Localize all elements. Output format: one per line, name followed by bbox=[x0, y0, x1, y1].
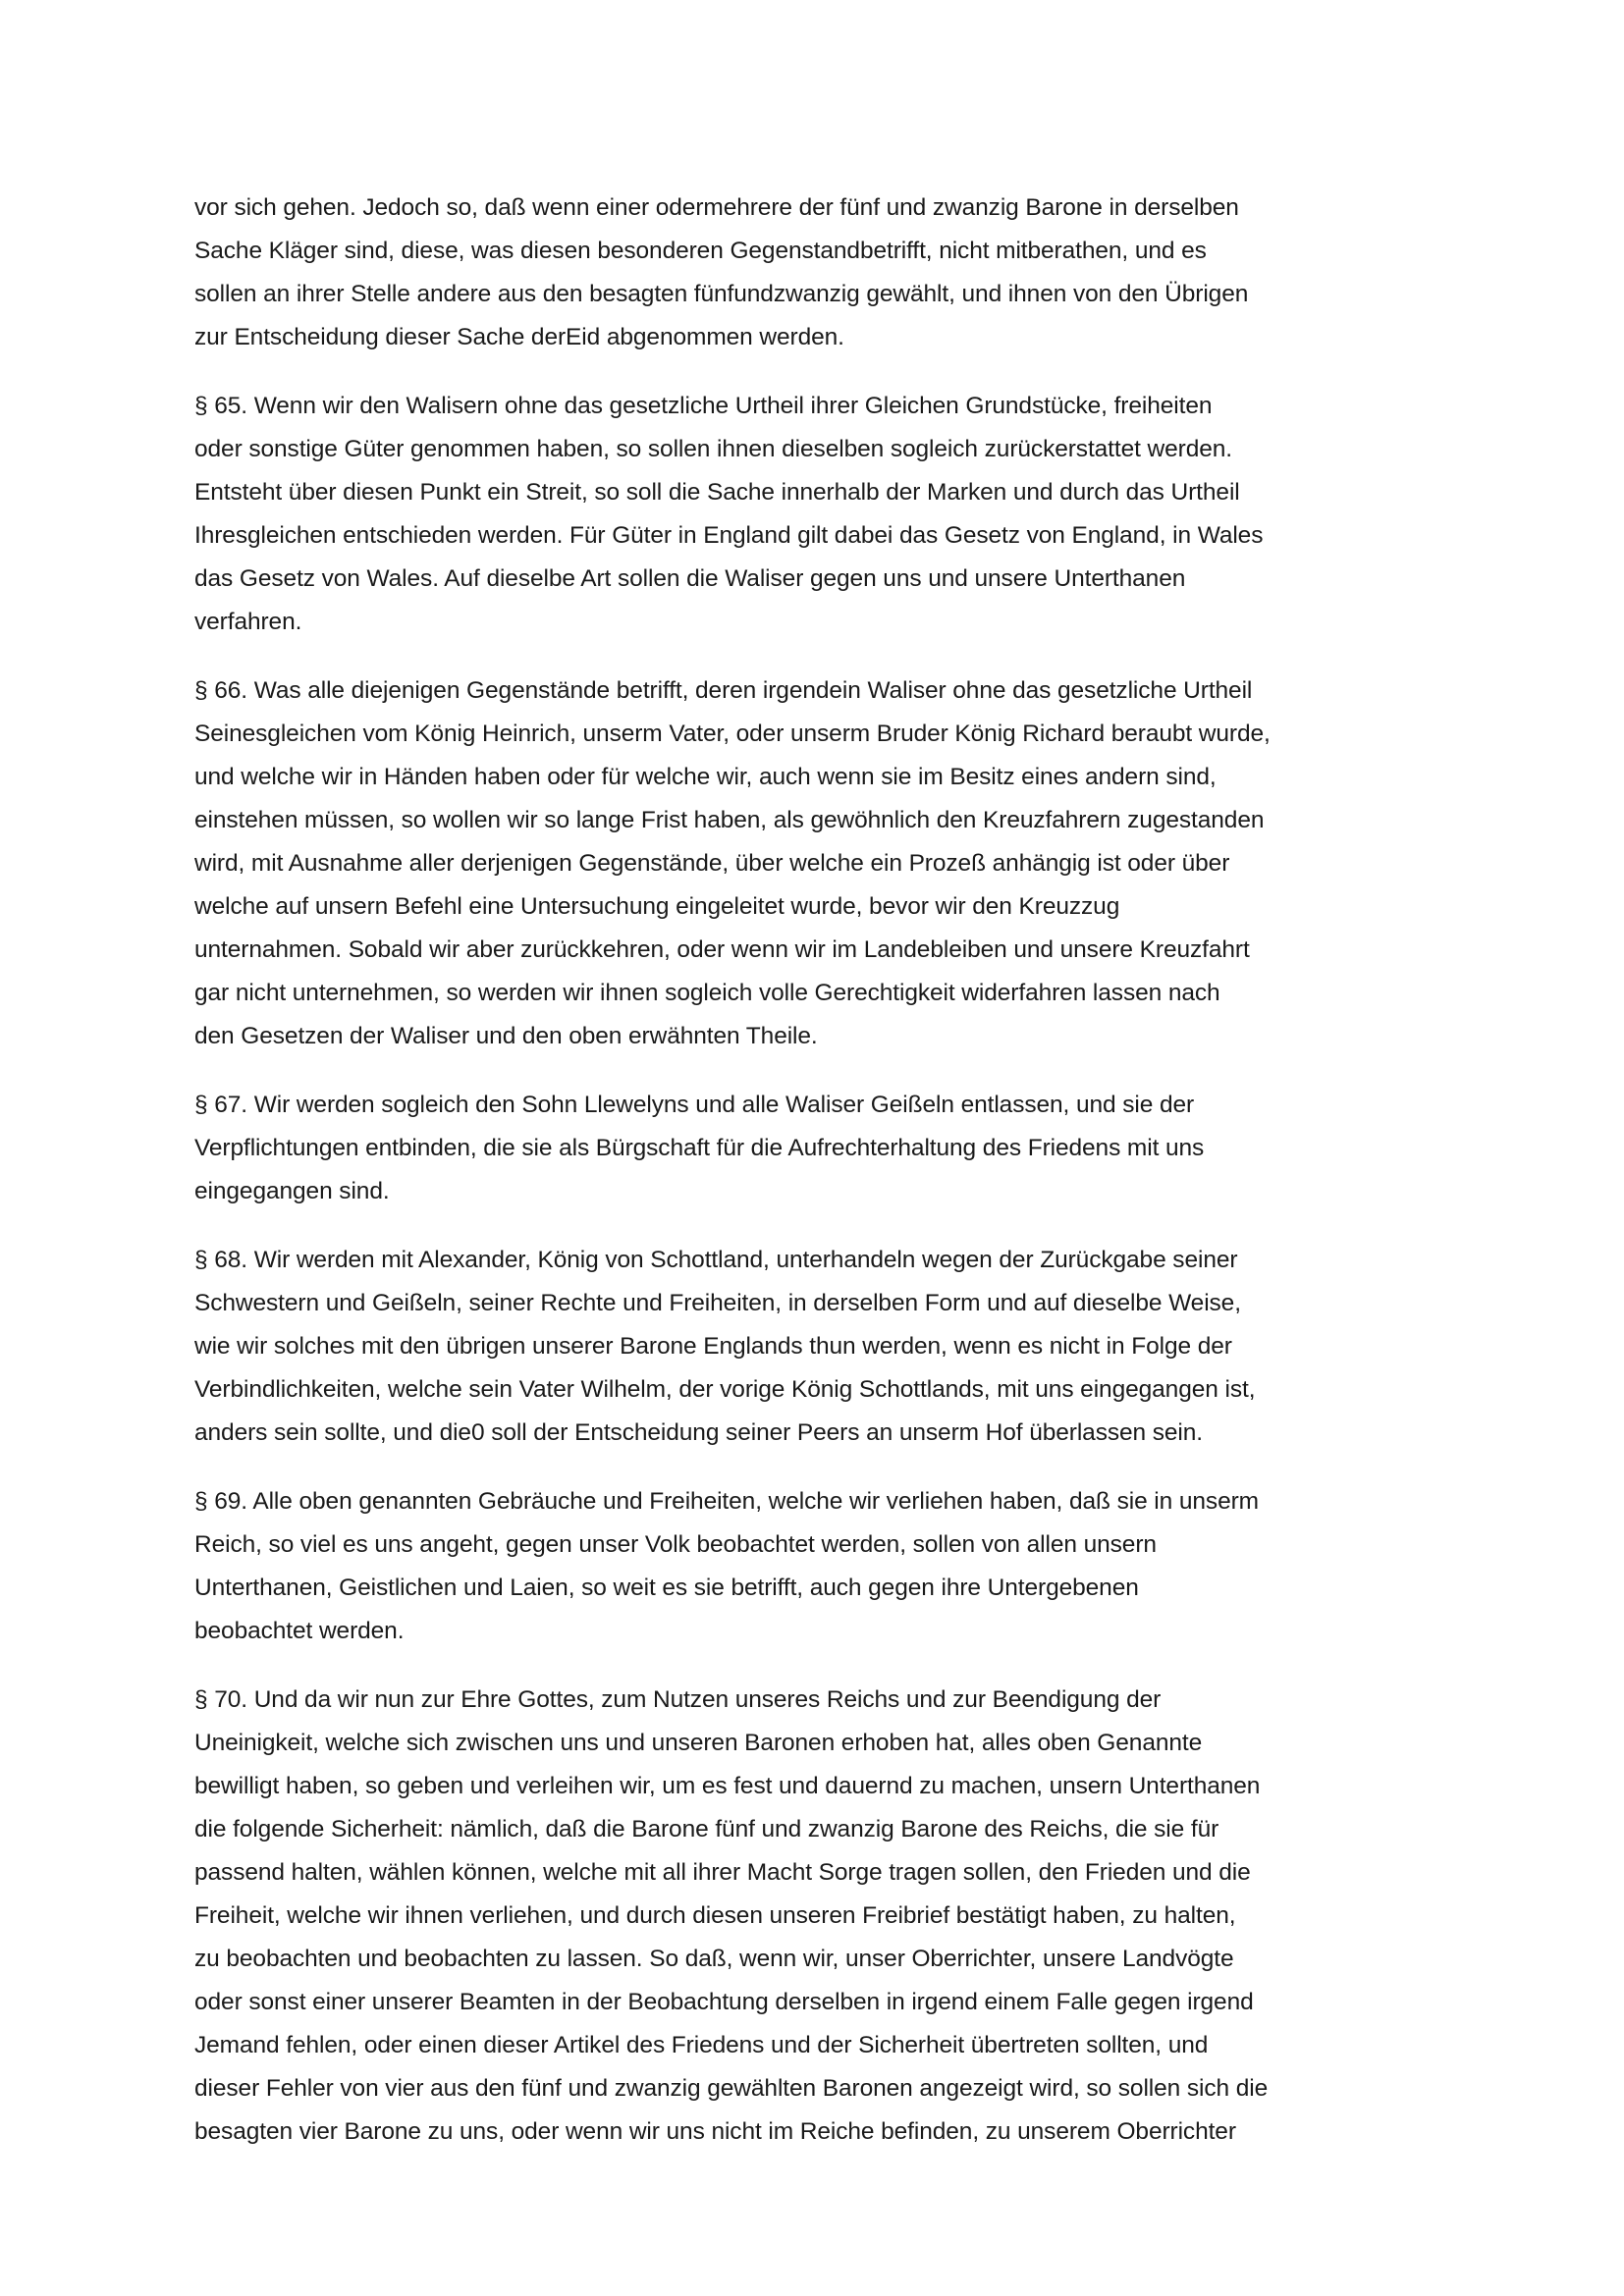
text-line: dieser Fehler von vier aus den fünf und zwanzig gewählten Baronen angezeigt wird, so sollen sich die bbox=[194, 2075, 1269, 2102]
text-line: Seinesgleichen vom König Heinrich, unserm Vater, oder unserm Bruder König Richard beraubt wurde, bbox=[194, 721, 1271, 747]
text-line: § 70. Und da wir nun zur Ehre Gottes, zum Nutzen unseres Reichs und zur Beendigung der bbox=[194, 1686, 1162, 1713]
text-line: Verpflichtungen entbinden, die sie als Bürgschaft für die Aufrechterhaltung des Friedens mit uns bbox=[194, 1135, 1205, 1161]
paragraph-section-68 bbox=[194, 1239, 1461, 1455]
paragraph-section-70 bbox=[194, 1679, 1461, 2154]
text-line: wird, mit Ausnahme aller derjenigen Gegenstände, über welche ein Prozeß anhängig ist oder über bbox=[194, 850, 1230, 877]
text-line: zur Entscheidung dieser Sache derEid abgenommen werden. bbox=[194, 324, 844, 350]
text-line: § 66. Was alle diejenigen Gegenstände betrifft, deren irgendein Waliser ohne das gesetzliche Urtheil bbox=[194, 677, 1253, 704]
text-line: die folgende Sicherheit: nämlich, daß die Barone fünf und zwanzig Barone des Reichs, die sie für bbox=[194, 1816, 1219, 1842]
text-line: Jemand fehlen, oder einen dieser Artikel des Friedens und der Sicherheit übertreten sollten, und bbox=[194, 2032, 1209, 2058]
text-line: Entsteht über diesen Punkt ein Streit, so soll die Sache innerhalb der Marken und durch das Urtheil bbox=[194, 479, 1240, 506]
text-line: Verbindlichkeiten, welche sein Vater Wilhelm, der vorige König Schottlands, mit uns eingegangen ist, bbox=[194, 1376, 1256, 1403]
text-line: Sache Kläger sind, diese, was diesen besonderen Gegenstandbetrifft, nicht mitberathen, und es bbox=[194, 238, 1207, 264]
text-line: § 69. Alle oben genannten Gebräuche und Freiheiten, welche wir verliehen haben, daß sie in unserm bbox=[194, 1488, 1259, 1515]
document-page bbox=[194, 187, 1461, 2179]
text-line: Ihresgleichen entschieden werden. Für Güter in England gilt dabei das Gesetz von England, in Wales bbox=[194, 522, 1264, 549]
text-line: § 68. Wir werden mit Alexander, König von Schottland, unterhandeln wegen der Zurückgabe seiner bbox=[194, 1247, 1238, 1273]
text-line: passend halten, wählen können, welche mit all ihrer Macht Sorge tragen sollen, den Frieden und die bbox=[194, 1859, 1251, 1886]
text-line: § 67. Wir werden sogleich den Sohn Llewelyns und alle Waliser Geißeln entlassen, und sie der bbox=[194, 1092, 1195, 1118]
text-line: sollen an ihrer Stelle andere aus den besagten fünfundzwanzig gewählt, und ihnen von den Übrigen bbox=[194, 281, 1249, 307]
text-line: Unterthanen, Geistlichen und Laien, so weit es sie betrifft, auch gegen ihre Untergebenen bbox=[194, 1575, 1139, 1601]
text-line: Schwestern und Geißeln, seiner Rechte und Freiheiten, in derselben Form und auf dieselbe Weise, bbox=[194, 1290, 1241, 1316]
paragraph-section-69 bbox=[194, 1480, 1461, 1653]
text-line: bewilligt haben, so geben und verleihen wir, um es fest und dauernd zu machen, unsern Unterthanen bbox=[194, 1773, 1261, 1799]
text-line: verfahren. bbox=[194, 609, 302, 635]
text-line: einstehen müssen, so wollen wir so lange Frist haben, als gewöhnlich den Kreuzfahrern zugestanden bbox=[194, 807, 1265, 833]
text-line: eingegangen sind. bbox=[194, 1178, 390, 1204]
text-line: Uneinigkeit, welche sich zwischen uns und unseren Baronen erhoben hat, alles oben Genannte bbox=[194, 1730, 1203, 1756]
text-line: wie wir solches mit den übrigen unserer Barone Englands thun werden, wenn es nicht in Folge der bbox=[194, 1333, 1232, 1360]
text-line: gar nicht unternehmen, so werden wir ihnen sogleich volle Gerechtigkeit widerfahren lassen nach bbox=[194, 980, 1220, 1006]
text-line: § 65. Wenn wir den Walisern ohne das gesetzliche Urtheil ihrer Gleichen Grundstücke, freiheiten bbox=[194, 393, 1213, 419]
text-line: beobachtet werden. bbox=[194, 1618, 405, 1644]
text-line: das Gesetz von Wales. Auf dieselbe Art sollen die Waliser gegen uns und unsere Unterthanen bbox=[194, 565, 1186, 592]
paragraph-section-67 bbox=[194, 1084, 1461, 1213]
paragraph-section-66 bbox=[194, 669, 1461, 1058]
text-line: vor sich gehen. Jedoch so, daß wenn einer odermehrere der fünf und zwanzig Barone in derselben bbox=[194, 194, 1239, 221]
paragraph-section-65 bbox=[194, 385, 1461, 644]
text-line: unternahmen. Sobald wir aber zurückkehren, oder wenn wir im Landebleiben und unsere Kreuzfahrt bbox=[194, 936, 1250, 963]
text-line: zu beobachten und beobachten zu lassen. So daß, wenn wir, unser Oberrichter, unsere Landvögte bbox=[194, 1946, 1234, 1972]
text-line: Reich, so viel es uns angeht, gegen unser Volk beobachtet werden, sollen von allen unsern bbox=[194, 1531, 1157, 1558]
text-line: oder sonst einer unserer Beamten in der Beobachtung derselben in irgend einem Falle gegen irgend bbox=[194, 1989, 1254, 2015]
text-line: oder sonstige Güter genommen haben, so sollen ihnen dieselben sogleich zurückerstattet werden. bbox=[194, 436, 1232, 462]
text-line: welche auf unsern Befehl eine Untersuchung eingeleitet wurde, bevor wir den Kreuzzug bbox=[194, 893, 1120, 920]
text-line: Freiheit, welche wir ihnen verliehen, und durch diesen unseren Freibrief bestätigt haben, zu halten, bbox=[194, 1902, 1236, 1929]
text-line: und welche wir in Händen haben oder für welche wir, auch wenn sie im Besitz eines andern sind, bbox=[194, 764, 1217, 790]
text-line: den Gesetzen der Waliser und den oben erwähnten Theile. bbox=[194, 1023, 818, 1049]
paragraph-continuation bbox=[194, 187, 1461, 359]
text-line: besagten vier Barone zu uns, oder wenn wir uns nicht im Reiche befinden, zu unserem Oberrichter bbox=[194, 2118, 1236, 2145]
text-line: anders sein sollte, und die0 soll der Entscheidung seiner Peers an unserm Hof überlassen sein. bbox=[194, 1419, 1204, 1446]
